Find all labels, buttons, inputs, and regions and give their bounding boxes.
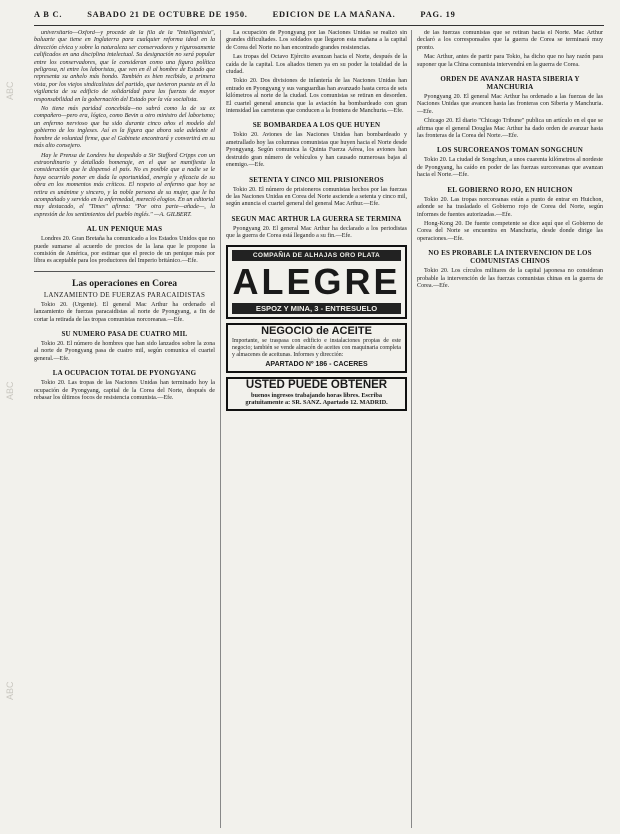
section-separator [34,271,215,272]
article-paragraph: Tokio 20. (Urgente). El general Mac Arthur ha ordenado el lanzamiento de fuerzas paracaidistas al norte de Pyongyang, a fin de cortar la retirada de las tropas comunistas norcoreanas.—Efe. [34,301,215,323]
article-paragraph: universitario—Oxford—y procede de la fila de la "Intelligentsia", baluarte que tiene en Inglaterra para cualquier reforma ideal en la dirección cívica y sobre la naturaleza ser conservadores y rigurosamente calificados en una disciplina intelectual. Su designación no será popular entre los conservadores, que le consideran como una figura política peligrosa, ni entre los laboristas, que ven en él al hombre de Estado que representa su anhelo más hondo. También es bien recibido, a primera vista, por los viejos sindicalistas del partido, que tuvieron puesta en él la vigilancia de su edificio de solidaridad para las fuerzas de mayor responsabilidad en la gobernación del Estado por la vía socialista. [34,30,215,103]
column-2 [226,30,407,828]
ad-alegre [226,245,407,320]
headline-corea: Las operaciones en Corea [71,277,178,289]
ad-usted-body: buenos ingresos trabajando horas libres. Escriba gratuitamente a: SR. SANZ. Apartado 12. MADRID. [245,391,388,406]
ad-aceite-body: Importante, se traspasa con edificio e instalaciones propias de este negocio; también se vende almacén de aceites con maquinaria completa y almacenes de aceitunas. Informes y dirección: [232,337,401,358]
article-paragraph: Hay le Prensa de Londres ha despedido a Sir Stafford Cripps con un extraordinario y detallado homenaje, en el que se manifiesta la consideración que le dispensó el país. No es posible que a nadie se le haya ocurrido poner en duda la oportunidad, energía y eficacia de su obra en los momentos más críticos. El respeto al enfermo que hoy se retira es unánime y sincero, y la noble persona de su mujer, que le ha acompañado y servido en la enfermedad, mereció elogios. En un editorial muy destacado, el "Times" afirma: "Por otra parte—añade—, la expresión de los sentimientos del pueblo inglés." —A. GILBERT. [34,152,215,218]
article-paragraph: Las tropas del Octavo Ejército avanzan hacia el Norte, después de la caída de la capital. Los aliados tienen ya en su poder la totalidad de la ciudad. [226,54,407,76]
article-paragraph: Tokio 20. Aviones de las Naciones Unidas han bombardeado y ametrallado hoy las columnas comunistas que huyen hacia el Norte desde Pyongyang. Según comunica la Quinta Fuerza Aérea, los aviones han destruido gran número de vehículos y han causado numerosas bajas al enemigo.—Efe. [226,132,407,169]
headline-surcoreanos: LOS SURCOREANOS TOMAN SONGCHUN [437,146,583,155]
article-paragraph: Tokio 20. Los círculos militares de la capital japonesa no consideran probable la intervención de las fuerzas comunistas chinas en la guerra de Corea.—Efe. [417,268,603,289]
headline-numero: SU NUMERO PASA DE CUATRO MIL [61,330,188,338]
headline-orden: ORDEN DE AVANZAR HASTA SIBERIA Y MANCHURIA [440,75,580,92]
header-date: SABADO 21 DE OCTUBRE DE 1950. [87,10,248,19]
watermark-text: ABC [5,681,15,700]
article-paragraph: Tokio 20. Las tropas norcoreanas están a punto de entrar en Huichon, adonde se ha trasladado el Gobierno rojo de Corea del Norte, según informes de fuentes autorizadas.—Efe. [417,196,603,218]
article-paragraph: No tiene más paridad concebida—no sabrá como la de su ex compañero—pero era, lógico, como Bevin u otro ministro del laborismo; un enfermo nervioso que ha sido durante cinco años el modelo del gobierno de los ingleses. Así es la figura que ahora sale adelante el hombre de voluntad firme, que el Gabinete encontrará y convertirá en su más alto consejero. [34,106,215,150]
article-paragraph: Tokio 20. Dos divisiones de infantería de las Naciones Unidas han entrado en Pyongyang y sus vanguardias han avanzado hasta cerca de seis kilómetros al norte de la ciudad. Los comunistas se retiran en desorden. El cuartel general anuncia que la aviación ha bombardeado con gran intensidad las carreteras que conducen a la frontera de Manchuria.—Efe. [226,78,407,115]
article-paragraph: Tokio 20. Las tropas de las Naciones Unidas han terminado hoy la ocupación de Pyongyang, capital de la Corea del Norte, después de rebasar los últimos focos de resistencia comunista.—Efe. [34,380,215,402]
ad-aceite-contact: APARTADO Nº 186 - CACERES [265,360,368,368]
headline-bombardea: SE BOMBARDEA A LOS QUE HUYEN [252,121,381,130]
article-paragraph: Tokio 20. La ciudad de Songchun, a unos cuarenta kilómetros al nordeste de Pyongyang, ha caído en poder de las fuerzas surcoreanas que avanzan hacia el Norte.—Efe. [417,157,603,179]
article-paragraph: Tokio 20. El número de hombres que han sido lanzados sobre la zona al norte de Pyongyang pasa de cuatro mil, según comunica el cuartel general.—Efe. [34,341,215,362]
column-3 [417,30,603,828]
headline-prisioneros: SETENTA Y CINCO MIL PRISIONEROS [249,175,384,184]
headline-penique: AL UN PENIQUE MAS [86,225,163,234]
article-paragraph: Hong-Kong 20. De fuente competente se dice aquí que el Gobierno de Corea del Norte se encuentra en Manchuria, desde donde dirige las operaciones.—Efe. [417,220,603,242]
article-paragraph: Pyongyang 20. El general Mac Arthur ha declarado a los periodistas que la guerra de Corea está llegando a su fin.—Efe. [226,225,407,240]
column-divider [411,30,412,828]
headline-termina: SEGUN MAC ARTHUR LA GUERRA SE TERMINA [231,214,402,223]
column-1 [34,30,215,828]
ad-usted-title: USTED PUEDE OBTENER [245,379,388,392]
article-paragraph: Pyongyang 20. El general Mac Arthur ha ordenado a las fuerzas de las Naciones Unidas que avancen hasta las fronteras con Siberia y Manchuria.—Efe. [417,94,603,115]
headline-intervencion: NO ES PROBABLE LA INTERVENCION DE LOS COMUNISTAS CHINOS [428,249,592,266]
watermark-text: ABC [5,381,15,400]
article-paragraph: Londres 20. Gran Bretaña ha comunicado a los Estados Unidos que no puede sumarse al acuerdo de precios de la lana que le propone la comisión de América, por estimar que el precio de un penique más por libra es aceptable para los productores del Imperio británico.—Efe. [34,236,215,265]
column-divider [220,30,221,828]
page-header [34,10,604,24]
ad-aceite [226,323,407,373]
headline-gobierno: EL GOBIERNO ROJO, EN HUICHON [447,185,573,194]
article-paragraph: Mac Arthur, antes de partir para Tokio, ha dicho que no hay razón para suponer que la China comunista intervendrá en la guerra de Corea. [417,54,603,68]
header-rule [34,25,604,26]
ad-alegre-name: ALEGRE [232,260,401,302]
article-paragraph: Tokio 20. El número de prisioneros comunistas hechos por las fuerzas de las Naciones Unidas en Corea del Norte asciende a setenta y cinco mil, según anuncia el cuartel general del general Mac Arthur.—Efe. [226,186,407,208]
ad-usted [226,377,407,411]
ad-alegre-top: COMPAÑIA DE ALHAJAS ORO PLATA [232,250,401,261]
article-paragraph: Chicago 20. El diario "Chicago Tribune" publica un artículo en el que se afirma que el general Douglas Mac Arthur ha dado orden de avanzar hasta las fronteras de la Corea del Norte.—Efe. [417,118,603,140]
header-page: PAG. 19 [420,10,456,19]
header-letters: A B C. [34,10,63,19]
ad-alegre-address: ESPOZ Y MINA, 3 - ENTRESUELO [232,303,401,314]
ad-aceite-title: NEGOCIO de ACEITE [261,325,372,338]
subheadline-paracaidistas: LANZAMIENTO DE FUERZAS PARACAIDISTAS [43,290,206,299]
article-paragraph: La ocupación de Pyongyang por las Naciones Unidas se realizó sin grandes dificultades. Los soldados que llegaron esta mañana a la capital de Corea del Norte no han encontrado grandes resistencias. [226,30,407,51]
article-paragraph: de las fuerzas comunistas que se retiran hacia el Norte. Mac Arthur declaró a los corresponsales que la guerra de Corea se terminará muy pronto. [417,30,603,51]
headline-ocupacion: LA OCUPACION TOTAL DE PYONGYANG [52,369,197,378]
header-edition: EDICION DE LA MAÑANA. [272,10,396,19]
side-watermark [3,60,15,780]
watermark-text: ABC [5,81,15,100]
